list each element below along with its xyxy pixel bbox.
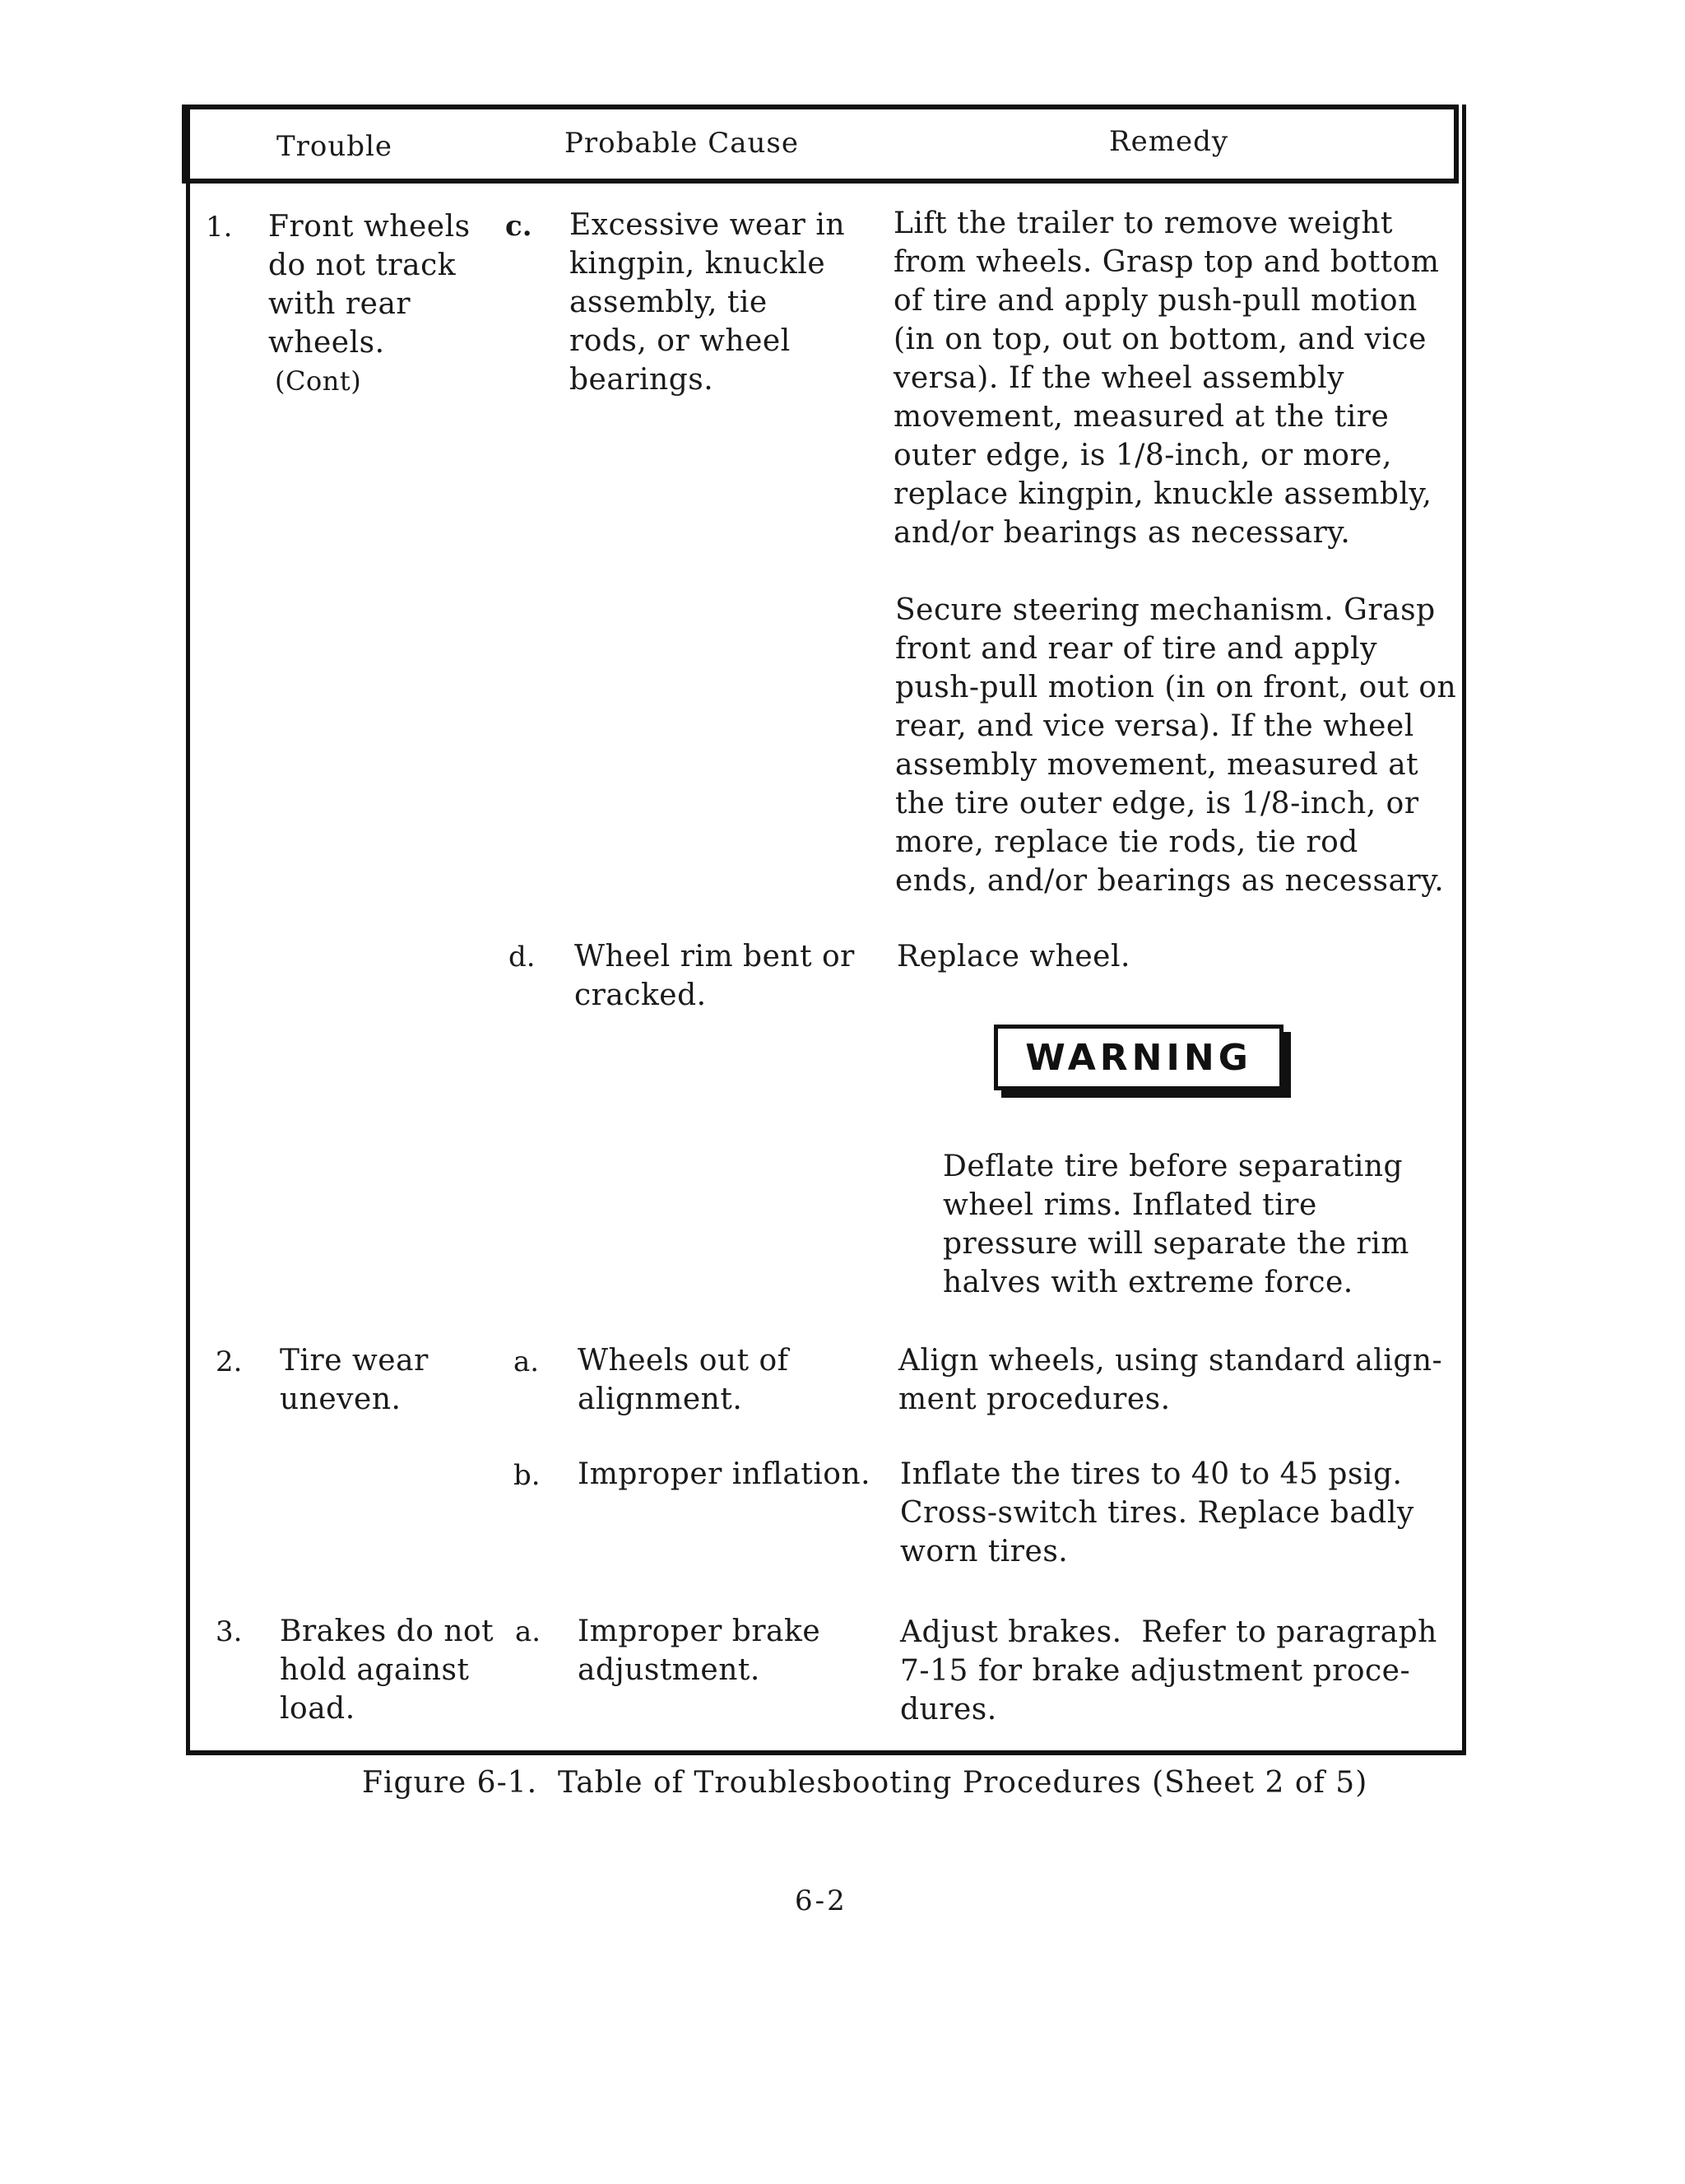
figure-caption: Figure 6-1. Table of Troublesbooting Procedures (Sheet 2 of 5) — [362, 1766, 1368, 1800]
row-2-number: 2. — [216, 1345, 243, 1378]
row-1-cause-d-letter: d. — [508, 941, 536, 974]
row-1-cause-c-letter: c. — [505, 210, 532, 243]
row-1-remedy-c-part1: Lift the trailer to remove weight from wheels. Grasp top and bottom of tire and apply push-pull motion (in on top, out on bottom, and vice versa). If the wheel assembly movement, measured at the tire outer edge, is 1/8-inch, or more, replace kingpin, knuckle assembly, and/or bearings as necessary. — [894, 207, 1440, 550]
row-2-cause-a: Wheels out of alignment. — [578, 1344, 789, 1416]
row-3-cause-a-letter: a. — [515, 1615, 541, 1648]
row-1-trouble: Front wheels do not track with rear wheels. — [268, 210, 471, 360]
row-3-number: 3. — [216, 1615, 243, 1648]
row-1-remedy-c-part2: Secure steering mechanism. Grasp front and rear of tire and apply push-pull motion (in on front, out on rear, and vice versa). If the wheel assembly movement, measured at the tire outer edge, is 1/8-inch, or more, replace tie rods, tie rod ends, and/or bearings as necessary. — [895, 593, 1457, 898]
row-3-cause-a: Improper brake adjustment. — [578, 1615, 821, 1687]
row-1-cause-d: Wheel rim bent or cracked. — [574, 940, 855, 1012]
warning-message: Deflate tire before separating wheel rims. Inflated tire pressure will separate the rim halves with extreme force. — [943, 1150, 1409, 1299]
row-2-remedy-a: Align wheels, using standard align- ment procedures. — [898, 1344, 1443, 1416]
header-remedy: Remedy — [1109, 125, 1229, 158]
row-2-cause-b: Improper inflation. — [578, 1457, 871, 1491]
row-2-trouble: Tire wear uneven. — [280, 1344, 429, 1416]
row-3-remedy-a: Adjust brakes. Refer to paragraph 7-15 for brake adjustment proce- dures. — [900, 1615, 1437, 1726]
header-trouble: Trouble — [276, 130, 393, 163]
warning-label: WARNING — [1025, 1036, 1252, 1079]
row-3-trouble: Brakes do not hold against load. — [280, 1615, 494, 1726]
row-1-trouble-cont: (Cont) — [275, 365, 362, 397]
row-2-remedy-b: Inflate the tires to 40 to 45 psig. Cross-switch tires. Replace badly worn tires. — [900, 1457, 1414, 1568]
header-probable-cause: Probable Cause — [564, 127, 799, 160]
row-1-number: 1. — [206, 211, 233, 244]
row-2-cause-b-letter: b. — [513, 1459, 541, 1492]
row-1-cause-c: Excessive wear in kingpin, knuckle assembly, tie rods, or wheel bearings. — [569, 208, 846, 397]
row-1-remedy-d: Replace wheel. — [897, 940, 1130, 974]
page-number: 6-2 — [795, 1884, 847, 1917]
row-2-cause-a-letter: a. — [513, 1345, 540, 1378]
warning-sign — [994, 1025, 1283, 1090]
